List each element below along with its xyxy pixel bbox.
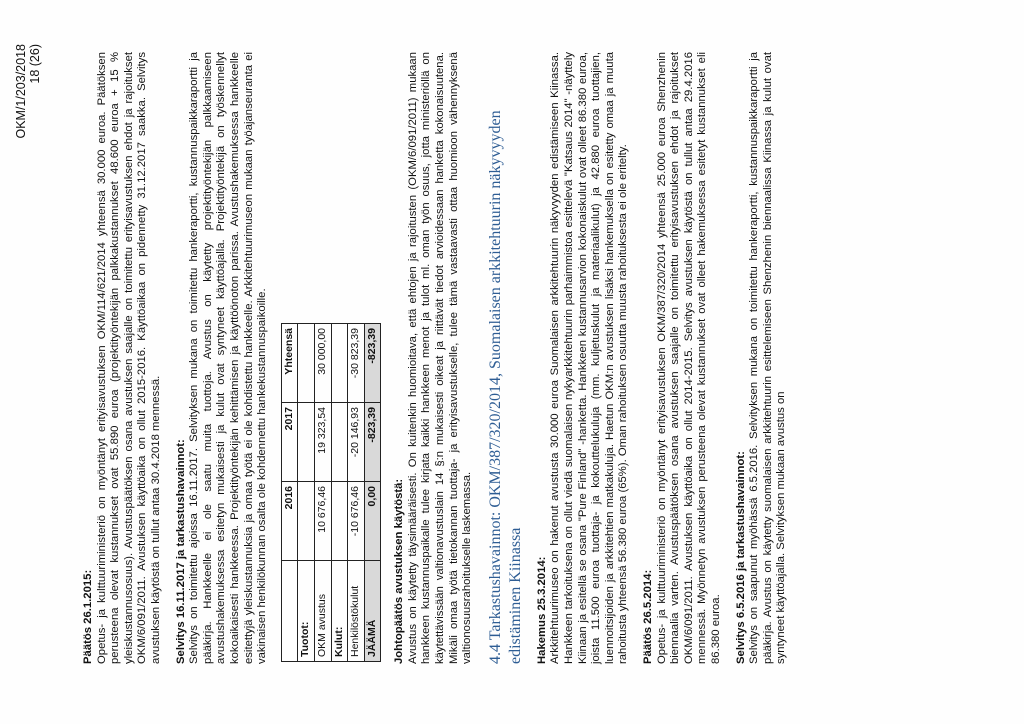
paragraph-conclusion xyxy=(393,52,475,664)
cell-2017: -20 146,93 xyxy=(348,403,365,482)
paragraph-heading: Päätös 26.1.2015: xyxy=(82,569,94,664)
table-header-cell: Yhteensä xyxy=(281,324,298,403)
paragraph-text: Avustus on käytetty täysimääräisesti. On kuitenkin huomioitava, että ehtojen ja rajoitusten (OKM/6/091/2011) mukaan hankkeen kustannuspaikalle tulee kirjata kaikki hankkeen menot ja tulot ml. oman työn osuus, jotta ministeriöllä on käytettävissään valtionavustuslain 14 §:n mukaisesti oikeat ja riittävät tiedot arvioidessaan hanketta kokonaisuutena. Mikäli omaa työtä tietokannan tuottaja- ja erityisavustukselle, tulee tämä vastaavasti ottaa huomioon vähennyksenä valtionosuusrahoitukselle laskemassa. xyxy=(406,52,474,664)
cell-total: -30 823,39 xyxy=(348,324,365,403)
row-label: Kulut: xyxy=(331,561,348,662)
paragraph-text: Arkkitehtuurimuseo on hakenut avustusta 30.000 euroa Suomalaisen arkkitehtuurin näkyvyyden edistämiseen Kiinassa. Hankkeen tarkoituksena on ollut viedä suomalaisen nykyarkkitehtuurin parhaimmistoa esittelevä "Katsaus 2014" -näyttely Kiinaan ja esitellä se osana "Pure Finland" -hanketta. Hankkeen kustannusarvion kokonaiskulut ovat olleet 86.380 euroa, joista 11.500 euroa tuottaja- ja kokouttelukuluja (mm. kuljetuskulut ja materiaalikulut) ja 42.880 euroa tuottajien, luennoitsijoiden ja arkkitehtien matkakuluja. Haetun OKM:n avustuksen lisäksi hankemuksella on esitetty omaa ja muuta rahoitusta yhteensä 56.380 euroa (65%). Oman rahoituksen osuutta muusta rahoituksesta ei ole eritelty. xyxy=(549,52,630,664)
table-header-cell: 2017 xyxy=(281,403,298,482)
table-header-row xyxy=(281,324,298,662)
paragraph-report-2016 xyxy=(735,52,789,664)
paragraph-decision-2015 xyxy=(82,52,164,664)
cell-2017: -823,39 xyxy=(364,403,381,482)
paragraph-heading: Selvitys 16.11.2017 ja tarkastushavainnot: xyxy=(174,439,187,664)
page-number: 18 (26) xyxy=(28,44,42,84)
table-row xyxy=(331,324,348,662)
section-title: 4.4 Tarkastushavainnot: OKM/387/320/2014, Suomalaisen arkkitehtuurin näkyvyyden edistäminen Kiinassa xyxy=(486,110,524,664)
cell-total xyxy=(331,324,348,403)
page-header xyxy=(14,0,54,724)
paragraph-heading: Johtopäätös avustuksen käytöstä: xyxy=(393,478,406,664)
cell-total: 30 000,00 xyxy=(314,324,331,403)
paragraph-text: Opetus- ja kulttuuriministeriö on myöntänyt erityisavustuksen OKM/387/320/2014 yhteensä 25.000 euroa Shenzhenin biennaalia varten. Avustuspäätöksen osana avustuksen saajalle on toimitettu erityisavustuksen ehdot ja rajoitukset OKM/6/091/2011. Avustuksen käyttöaika on ollut 2014-2015. Selvitys avustuksen käytöstä on tullut antaa 29.4.2016 mennessä. Myönnetyn avustuksen perusteena olevat kustannukset ovat olleet hakemuksessa esitetyt kustannukset eli 86.380 euroa. xyxy=(655,52,722,664)
paragraph-heading: Selvitys 6.5.2016 ja tarkastushavainnot: xyxy=(734,451,747,664)
row-label: OKM avustus xyxy=(314,561,331,662)
paragraph-heading: Päätös 26.5.2014: xyxy=(642,569,654,664)
paragraph-text: Selvitys on toimitettu ajoissa 16.11.2017. Selvityksen mukana on toimitettu hankeraportti, kustannuspaikkaraportti ja pääkirja. Hankkeelle ei ole saatu muita tuottoja. Avustus on käytetty projektityöntekijän palkkaamiseen avustushakemuksessa esitetyn mukaisesti ja kulut ovat syntyneet käyttöajalla. Projektityöntekijä on työskennellyt kokoaikaisesti hankkeessa. Projektityöntekijän kehittämisen ja käyttöönoton parissa. Avustushakemuksessa hankkeelle esitettyjä yleiskustannuksia ja omaa työtä ei ole kohdistettu hankkeelle. Arkkitehtuurimuseon mukaan työajanseuranta ei vakinaisen henkilökunnan osalta ole kohdennettu hankekustannuspaikoille. xyxy=(188,52,269,664)
cell-2017: 19 323,54 xyxy=(314,403,331,482)
cell-2016 xyxy=(331,482,348,561)
cell-total xyxy=(298,324,315,403)
paragraph-application-2014 xyxy=(536,52,631,664)
paragraph-text: Opetus- ja kulttuuriministeriö on myöntänyt erityisavustuksen OKM/114/621/2014 yhteensä 30.000 euroa. Päätöksen perusteena olevat kustannukset ovat 55.890 euroa (projektityöntekijän palkkakustannukset 48.600 euroa + 15 % yleiskustannusosuus). Avustuspäätöksen osana avustuksen saajalle on toimitettu erityisavustuksen ehdot ja rajoitukset OKM/6/091/2011. Avustuksen käyttöaika on ollut 2015-2016. Käyttöaikaa on pidennetty 31.12.2017 saakka. Selvitys avustuksen käytöstä on tullut antaa 30.4.2018 mennessä. xyxy=(95,52,162,664)
table-header-cell xyxy=(281,561,298,662)
cell-2017 xyxy=(331,403,348,482)
table-row xyxy=(298,324,315,662)
paragraph-text: Selvitys on saapunut myöhässä 6.5.2016. Selvityksen mukana on toimitettu hankeraportti, kustannuspaikkaraportti ja pääkirja. Avustus on käytetty suomalaisen arkkitehtuurin esittelemiseen Shenzhenin biennaalissa Kiinassa ja kulut ovat syntyneet käyttöajalla. Selvityksen mukaan avustus on xyxy=(748,52,788,664)
finance-table xyxy=(281,323,382,662)
cell-2016 xyxy=(298,482,315,561)
paragraph-heading: Hakemus 25.3.2014: xyxy=(535,556,548,664)
row-label: Henkilöstökulut xyxy=(348,561,365,662)
table-row xyxy=(314,324,331,662)
row-label: JÄÄMÄ xyxy=(364,561,381,662)
cell-2016: 0,00 xyxy=(364,482,381,561)
document-body xyxy=(82,52,800,664)
row-label: Tuotot: xyxy=(298,561,315,662)
cell-total: -823,39 xyxy=(364,324,381,403)
paragraph-decision-2014 xyxy=(642,52,724,664)
table-row xyxy=(348,324,365,662)
table-row xyxy=(364,324,381,662)
cell-2016: 10 676,46 xyxy=(314,482,331,561)
paragraph-report-2017 xyxy=(175,52,270,664)
cell-2017 xyxy=(298,403,315,482)
cell-2016: -10 676,46 xyxy=(348,482,365,561)
table-header-cell: 2016 xyxy=(281,482,298,561)
document-id: OKM/1/203/2018 xyxy=(14,44,28,139)
